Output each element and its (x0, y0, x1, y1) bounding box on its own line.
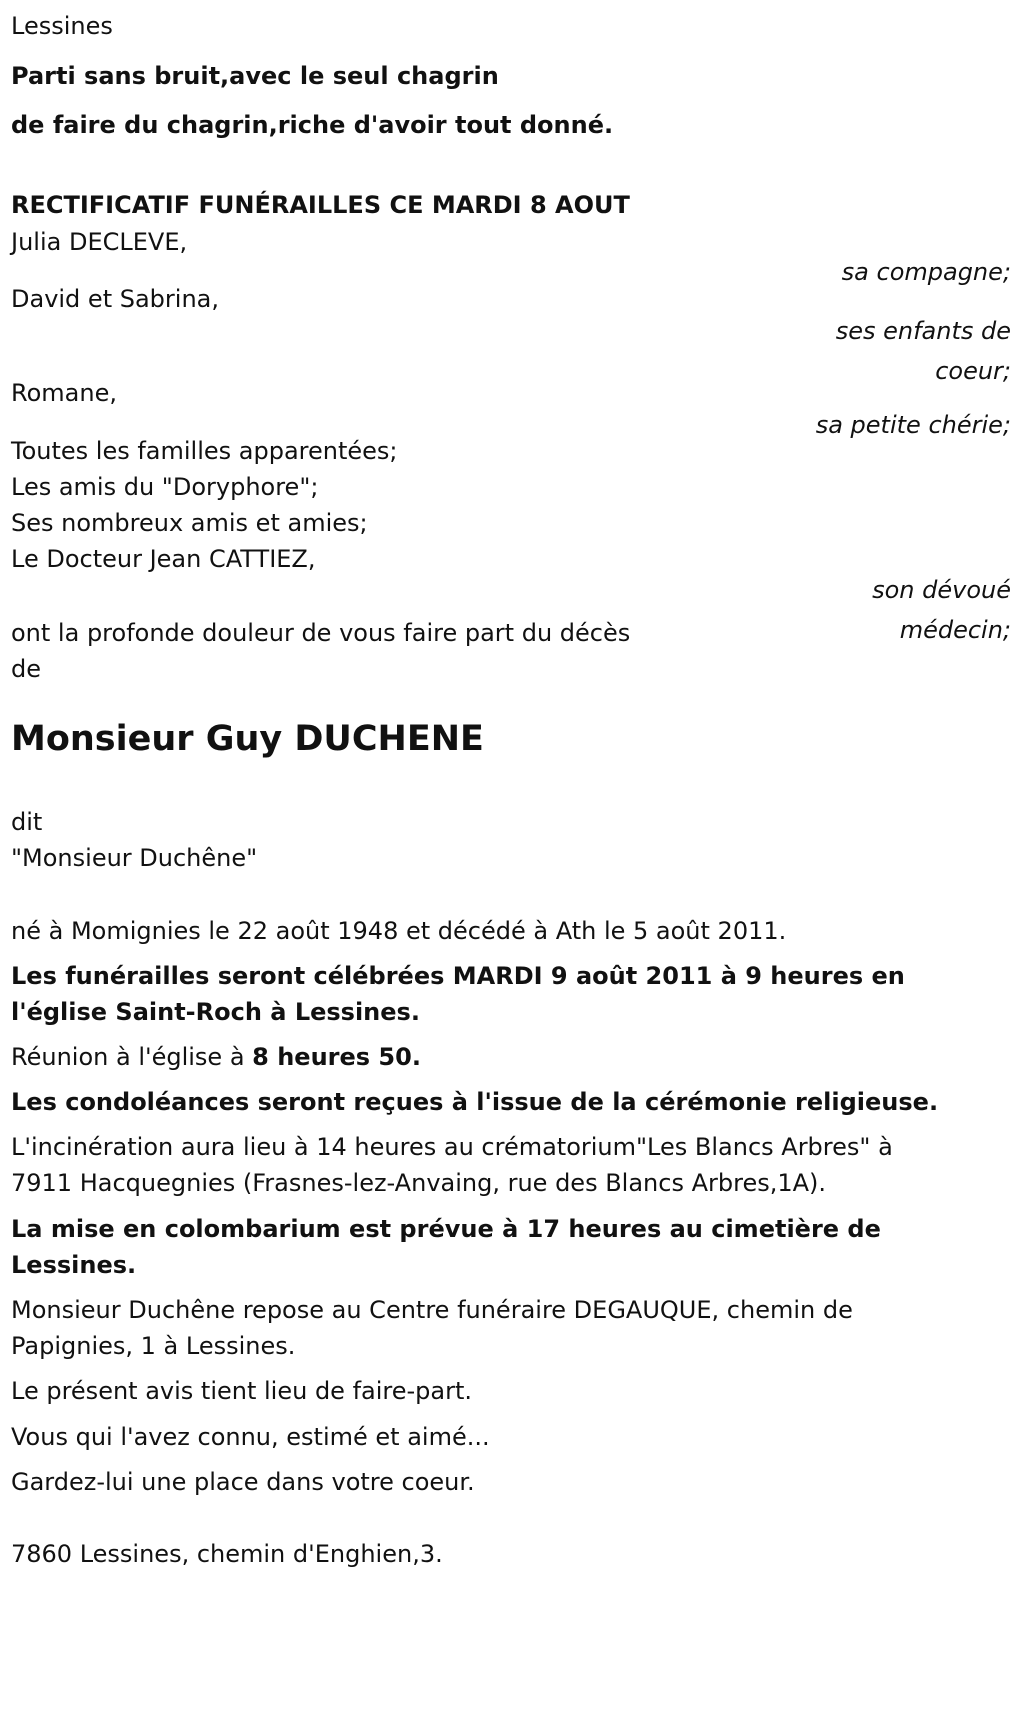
meeting-prefix: Réunion à l'église à (11, 1043, 253, 1071)
columbarium-line-1: La mise en colombarium est prévue à 17 heures au cimetière de (11, 1215, 881, 1243)
cremation-line-2: 7911 Hacquegnies (Frasnes-lez-Anvaing, rue des Blancs Arbres,1A). (11, 1169, 827, 1197)
funeral-line-2: l'église Saint-Roch à Lessines. (11, 998, 420, 1026)
rest-line-2: Papignies, 1 à Lessines. (11, 1332, 296, 1360)
birth-death-line: né à Momignies le 22 août 1948 et décédé à Ath le 5 août 2011. (11, 917, 787, 945)
deceased-name: Monsieur Guy DUCHENE (11, 719, 484, 759)
others-line-2: Les amis du "Doryphore"; (11, 473, 319, 501)
cremation-line-1: L'incinération aura lieu à 14 heures au crématorium"Les Blancs Arbres" à (11, 1133, 893, 1161)
closing-line-1: Vous qui l'avez connu, estimé et aimé... (11, 1423, 490, 1451)
funeral-line-1: Les funérailles seront célébrées MARDI 9 août 2011 à 9 heures en (11, 962, 905, 990)
doctor-name: Le Docteur Jean CATTIEZ, (11, 545, 316, 573)
alias-name: "Monsieur Duchêne" (11, 844, 258, 872)
others-line-3: Ses nombreux amis et amies; (11, 509, 368, 537)
address-line: 7860 Lessines, chemin d'Enghien,3. (11, 1540, 443, 1568)
family-name-2: David et Sabrina, (11, 285, 219, 313)
meeting-time: 8 heures 50. (252, 1043, 421, 1071)
announcement-line-1: ont la profonde douleur de vous faire part du décès (11, 619, 631, 647)
rest-line-1: Monsieur Duchêne repose au Centre funéraire DEGAUQUE, chemin de (11, 1296, 853, 1324)
doctor-relation: son dévoué médecin; (872, 576, 1011, 644)
alias-prefix: dit (11, 808, 43, 836)
closing-line-2: Gardez-lui une place dans votre coeur. (11, 1468, 475, 1496)
announcement-line-2: de (11, 655, 41, 683)
meeting-line (11, 1037, 421, 1077)
rectification-notice: RECTIFICATIF FUNÉRAILLES CE MARDI 8 AOUT (11, 191, 630, 219)
quote-line-2: de faire du chagrin,riche d'avoir tout donné. (11, 111, 614, 139)
others-line-1: Toutes les familles apparentées; (11, 437, 398, 465)
columbarium-line-2: Lessines. (11, 1251, 137, 1279)
family-relation-2: ses enfants de coeur; (835, 317, 1011, 385)
family-name-3: Romane, (11, 379, 117, 407)
family-name-1: Julia DECLEVE, (11, 228, 188, 256)
quote-line-1: Parti sans bruit,avec le seul chagrin (11, 62, 499, 90)
notice-text: Le présent avis tient lieu de faire-part. (11, 1377, 473, 1405)
family-relation-1: sa compagne; (841, 258, 1011, 286)
city-heading: Lessines (11, 12, 113, 40)
family-relation-3: sa petite chérie; (815, 411, 1011, 439)
condolences-line: Les condoléances seront reçues à l'issue de la cérémonie religieuse. (11, 1088, 939, 1116)
